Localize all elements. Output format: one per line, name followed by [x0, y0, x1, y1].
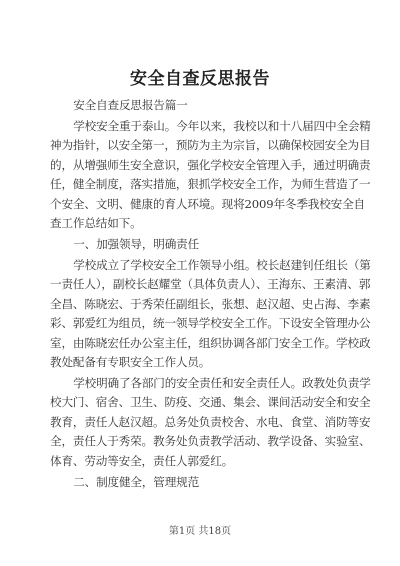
text-line: 安全自查反思报告篇一 — [73, 98, 188, 112]
text-line: 一责任人），副校长赵耀堂（具体负责人）、王海东、王素清、郭 — [50, 277, 371, 292]
text-line: 教育，责任人赵汉超。总务处负责校舍、水电、食堂、消防等安 — [50, 414, 371, 429]
paragraph — [50, 256, 371, 372]
text-line: 学校安全重于泰山。今年以来，我校以和十八届四中全会精 — [73, 119, 371, 133]
document-title: 安全自查反思报告 — [130, 69, 270, 89]
text-line: 任，健全制度，落实措施，狠抓学校安全工作，为师生营造了一 — [50, 177, 371, 192]
text-line: 查工作总结如下。 — [50, 216, 142, 231]
text-line: 学校明确了各部门的安全责任和安全责任人。政教处负责学 — [73, 376, 371, 391]
text-line: 教处配备有专职安全工作人员。 — [50, 355, 211, 370]
paragraph — [50, 117, 371, 233]
text-line: 学校成立了学校安全工作领导小组。校长赵建钊任组长（第 — [73, 258, 371, 273]
section-heading — [50, 235, 360, 254]
text-line: 二、制度健全，管理规范 — [73, 474, 200, 489]
text-line: 神为指针，以安全第一，预防为主为宗旨，以确保校园安全为目 — [50, 138, 371, 153]
paragraph — [50, 96, 360, 115]
text-line: 体育、劳动等安全，责任人郭爱红。 — [50, 453, 234, 468]
text-line: 全昌、陈晓宏、于秀荣任副组长，张想、赵汉超、史占海、李素 — [50, 296, 371, 311]
text-line: 全，责任人于秀荣。教务处负责教学活动、教学设备、实验室、 — [50, 434, 371, 449]
section-heading — [50, 473, 360, 492]
document-body — [50, 96, 371, 494]
text-line: 校大门、宿舍、卫生、防疫、交通、集会、课间活动安全和安全 — [50, 395, 371, 410]
text-line: 室，由陈晓宏任办公室主任，组织协调各部门安全工作。学校政 — [50, 335, 371, 350]
paragraph — [50, 374, 371, 471]
page-footer: 第1页 共18页 — [168, 526, 232, 537]
text-line: 个安全、文明、健康的育人环境。现将2009年冬季我校安全自 — [50, 196, 366, 211]
text-line: 的，从增强师生安全意识，强化学校安全管理入手，通过明确责 — [50, 157, 371, 172]
text-line: 一、加强领导，明确责任 — [73, 237, 200, 252]
text-line: 彩、郭爱红为组员，统一领导学校安全工作。下设安全管理办公 — [50, 316, 371, 331]
